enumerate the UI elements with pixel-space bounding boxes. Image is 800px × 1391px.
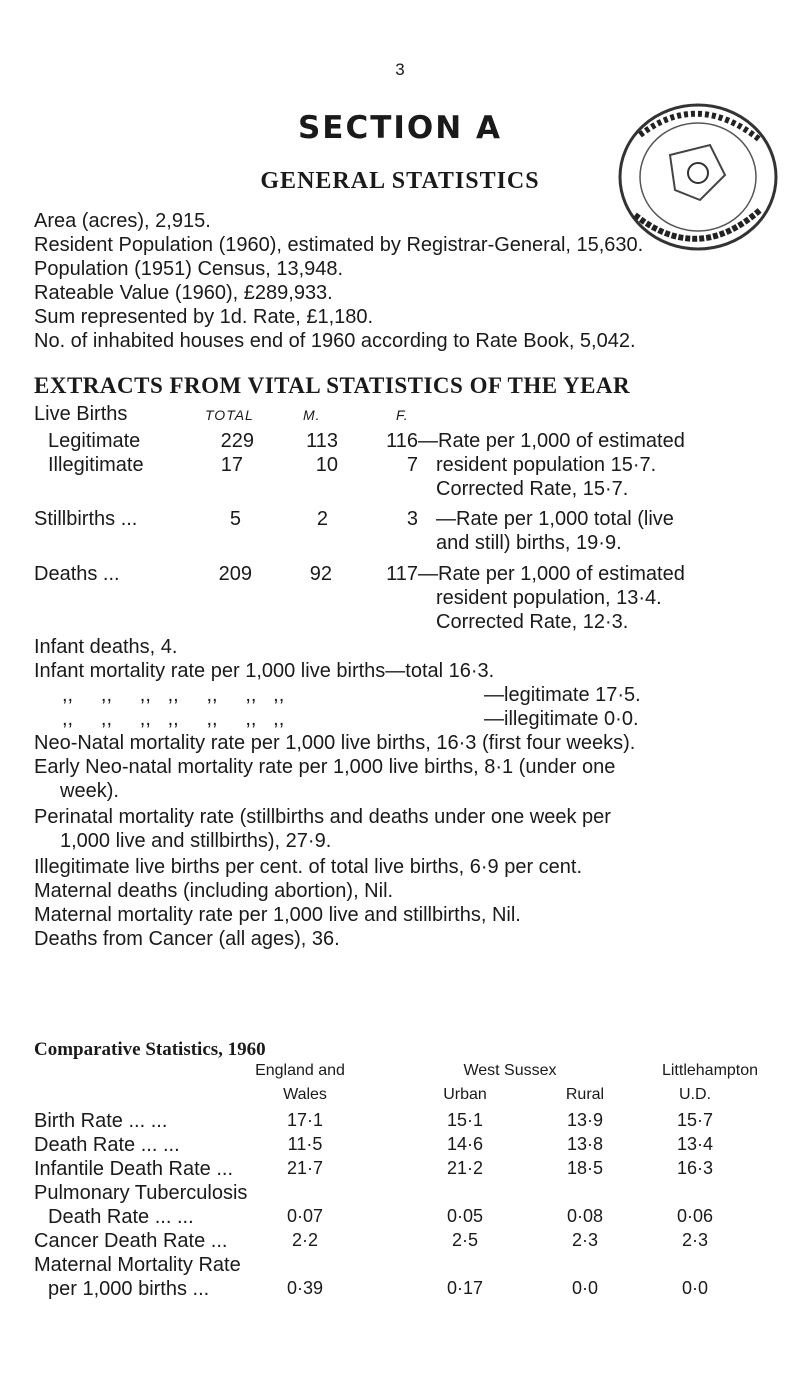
row-note: —Rate per 1,000 total (live — [436, 508, 674, 530]
comp-cell: 0·06 — [676, 1206, 714, 1226]
comp-cell: 13·4 — [676, 1134, 714, 1154]
col-male-header: M. — [303, 407, 321, 423]
comp-cell: 0·0 — [571, 1278, 598, 1298]
infant-mortality-illegitimate: —illegitimate 0·0. — [484, 708, 639, 730]
infant-mortality-total: Infant mortality rate per 1,000 live births—total 16·3. — [34, 660, 495, 682]
comp-row-label-cont: Death Rate ... ... — [48, 1206, 194, 1228]
col-subheader-rural: Rural — [565, 1086, 605, 1103]
row-note: Corrected Rate, 12·3. — [436, 611, 629, 633]
ditto-marks: ,, ,, ,, ,, ,, ,, ,, — [62, 684, 285, 706]
resident-population-line: Resident Population (1960), estimated by Registrar-General, 15,630. — [34, 234, 644, 256]
comp-cell: 11·5 — [287, 1134, 323, 1154]
row-total: 229 — [220, 430, 254, 452]
row-female: 7 — [406, 454, 418, 476]
col-subheader-ud: U.D. — [679, 1086, 711, 1103]
comp-cell: 2·3 — [571, 1230, 598, 1250]
col-subheader-wales: Wales — [283, 1086, 327, 1103]
maternal-mortality-rate: Maternal mortality rate per 1,000 live and stillbirths, Nil. — [34, 904, 521, 926]
ditto-marks: ,, ,, ,, ,, ,, ,, ,, — [62, 708, 285, 730]
row-label: Stillbirths ... — [34, 508, 138, 530]
comp-cell: 14·6 — [446, 1134, 484, 1154]
comp-cell: 18·5 — [566, 1158, 604, 1178]
comp-cell: 21·7 — [286, 1158, 324, 1178]
row-total: 17 — [220, 454, 243, 476]
comp-row-label: Death Rate ... ... — [34, 1134, 180, 1156]
comp-cell: 21·2 — [446, 1158, 484, 1178]
comp-cell: 16·3 — [676, 1158, 714, 1178]
row-female: 3 — [406, 508, 418, 530]
row-male: 2 — [316, 508, 328, 530]
row-note: resident population 15·7. — [436, 454, 657, 476]
penny-rate-line: Sum represented by 1d. Rate, £1,180. — [34, 306, 374, 328]
row-female: 117 — [386, 563, 418, 585]
perinatal-mortality-cont: 1,000 live and stillbirths), 27·9. — [60, 830, 332, 852]
census-population-line: Population (1951) Census, 13,948. — [34, 258, 344, 280]
vital-statistics-heading: EXTRACTS FROM VITAL STATISTICS OF THE YEAR — [34, 373, 631, 398]
comp-row-label: Pulmonary Tuberculosis — [34, 1182, 248, 1204]
comp-cell: 13·9 — [566, 1110, 604, 1130]
row-note: Corrected Rate, 15·7. — [436, 478, 629, 500]
infant-mortality-legitimate: —legitimate 17·5. — [484, 684, 641, 706]
comp-cell: 15·7 — [676, 1110, 714, 1130]
row-label: Deaths ... — [34, 563, 120, 585]
comp-cell: 0·05 — [446, 1206, 484, 1226]
comp-row-label: Birth Rate ... ... — [34, 1110, 168, 1132]
comp-cell: 2·3 — [681, 1230, 708, 1250]
row-male: 10 — [315, 454, 338, 476]
comp-row-label: Cancer Death Rate ... — [34, 1230, 228, 1252]
comp-cell: 13·8 — [566, 1134, 604, 1154]
col-header-west-sussex: West Sussex — [463, 1062, 557, 1079]
row-note: —Rate per 1,000 of estimated — [418, 430, 685, 452]
live-births-label: Live Births — [34, 403, 128, 425]
row-male: 113 — [306, 430, 338, 452]
row-label: Illegitimate — [48, 454, 144, 476]
row-note: resident population, 13·4. — [436, 587, 662, 609]
rateable-value-line: Rateable Value (1960), £289,933. — [34, 282, 333, 304]
comp-cell: 15·1 — [446, 1110, 484, 1130]
maternal-deaths: Maternal deaths (including abortion), Nil. — [34, 880, 394, 902]
comp-cell: 0·08 — [566, 1206, 604, 1226]
cancer-deaths: Deaths from Cancer (all ages), 36. — [34, 928, 340, 950]
perinatal-mortality: Perinatal mortality rate (stillbirths and deaths under one week per — [34, 806, 611, 828]
row-label: Legitimate — [48, 430, 141, 452]
row-male: 92 — [309, 563, 332, 585]
comp-row-label: Infantile Death Rate ... — [34, 1158, 234, 1180]
comp-cell: 2·5 — [451, 1230, 478, 1250]
comp-cell: 0·17 — [446, 1278, 484, 1298]
comp-cell: 0·0 — [681, 1278, 708, 1298]
row-note: and still) births, 19·9. — [436, 532, 622, 554]
illegitimate-percent: Illegitimate live births per cent. of total live births, 6·9 per cent. — [34, 856, 583, 878]
col-subheader-urban: Urban — [443, 1086, 487, 1103]
comp-row-label-cont: per 1,000 births ... — [48, 1278, 210, 1300]
general-statistics-heading: GENERAL STATISTICS — [260, 168, 540, 194]
row-total: 5 — [229, 508, 241, 530]
early-neonatal-mortality-cont: week). — [60, 780, 119, 802]
library-stamp-seal — [610, 95, 780, 255]
comp-cell: 17·1 — [286, 1110, 324, 1130]
comparative-statistics-heading: Comparative Statistics, 1960 — [34, 1039, 266, 1060]
col-female-header: F. — [396, 407, 409, 423]
area-line: Area (acres), 2,915. — [34, 210, 211, 232]
inhabited-houses-line: No. of inhabited houses end of 1960 according to Rate Book, 5,042. — [34, 330, 636, 352]
comp-row-label: Maternal Mortality Rate — [34, 1254, 241, 1276]
neonatal-mortality: Neo-Natal mortality rate per 1,000 live births, 16·3 (first four weeks). — [34, 732, 636, 754]
comp-cell: 2·2 — [291, 1230, 318, 1250]
comp-cell: 0·07 — [286, 1206, 324, 1226]
page-number: 3 — [395, 60, 405, 79]
comp-cell: 0·39 — [286, 1278, 324, 1298]
infant-deaths: Infant deaths, 4. — [34, 636, 178, 658]
early-neonatal-mortality: Early Neo-natal mortality rate per 1,000 live births, 8·1 (under one — [34, 756, 616, 778]
row-total: 209 — [218, 563, 252, 585]
row-note: —Rate per 1,000 of estimated — [418, 563, 685, 585]
section-title: SECTION A — [297, 110, 502, 146]
col-header-littlehampton: Littlehampton — [661, 1062, 759, 1079]
row-female: 116 — [386, 430, 418, 452]
col-header-england: England and — [255, 1062, 345, 1079]
col-total-header: TOTAL — [205, 407, 254, 423]
